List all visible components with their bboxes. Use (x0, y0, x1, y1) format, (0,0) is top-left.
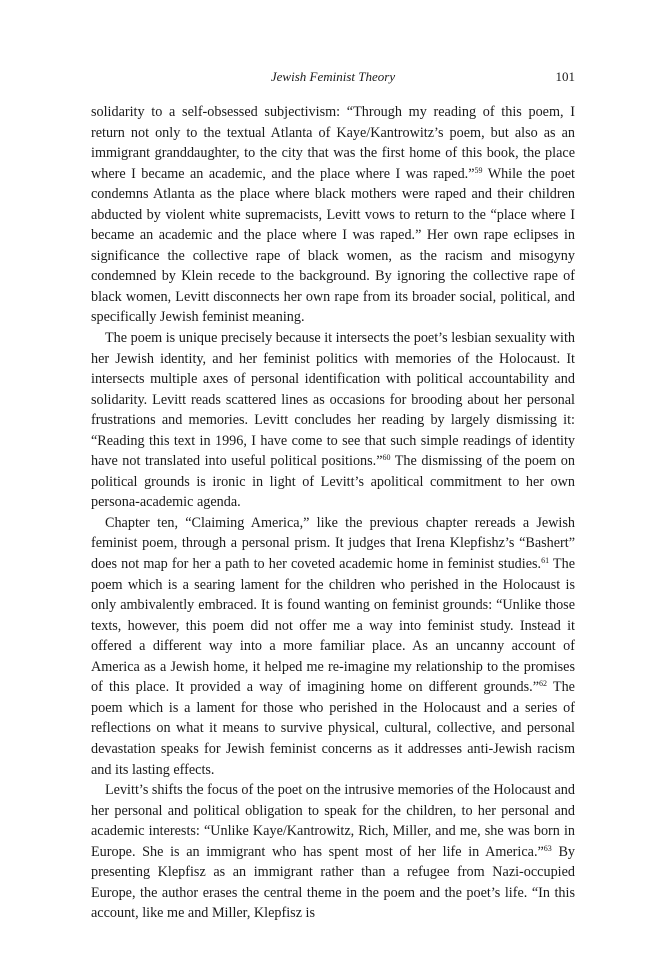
footnote-marker: 62 (539, 679, 548, 689)
body-paragraph (91, 513, 575, 780)
text-segment: The dismissing of the poem on political grounds is ironic in light of Levitt’s apolitical commitment to her own persona-academic agenda. (91, 453, 575, 511)
footnote-marker: 61 (541, 556, 550, 566)
book-page (91, 66, 575, 924)
body-paragraph (91, 328, 575, 513)
footnote-marker: 59 (474, 165, 483, 175)
text-segment: The poem is unique precisely because it intersects the poet’s lesbian sexuality with her Jewish identity, and her feminist politics with memories of the Holocaust. It intersects multiple axes of personal identification with political accountability and solidarity. Levitt reads scattered lines as occasions for brooding about her personal frustrations and memories. Levitt concludes her reading by largely dismissing it: “Reading this text in 1996, I have come to see that such simple readings of identity have not translated into useful political positions.” (91, 330, 575, 470)
body-paragraph (91, 780, 575, 924)
running-header (91, 66, 575, 88)
text-segment: solidarity to a self-obsessed subjectivism: “Through my reading of this poem, I return not only to the textual Atlanta of Kaye/Kantrowitz’s poem, but also as an immigrant granddaughter, to the city that was the first home of this book, the place where I became an academic, and the place where I was raped.” (91, 104, 575, 182)
footnote-marker: 63 (543, 843, 552, 853)
page-number: 101 (555, 69, 575, 84)
text-segment: Levitt’s shifts the focus of the poet on the intrusive memories of the Holocaust and her personal and political obligation to speak for the children, to her personal and academic interests: “Unlike Kaye/Kantrowitz, Rich, Miller, and me, she was born in Europe. She is an immigrant who has spent most of her life in America.” (91, 782, 575, 860)
running-title: Jewish Feminist Theory (270, 69, 396, 84)
text-segment: The poem which is a searing lament for the children who perished in the Holocaust is only ambivalently embraced. It is found wanting on feminist grounds: “Unlike those texts, however, this poem did not offer me a way into feminist study. Instead it offered a different way into a more familiar place. As an uncanny account of America as a Jewish home, it helped me re-imagine my relationship to the promises of this place. It provided a way of imagining home on different grounds.” (91, 556, 575, 696)
text-segment: Chapter ten, “Claiming America,” like the previous chapter rereads a Jewish feminist poem, through a personal prism. It judges that Irena Klepfishz’s “Bashert” does not map for her a path to her coveted academic home in feminist studies. (91, 514, 575, 573)
footnote-marker: 60 (382, 453, 391, 463)
body-paragraph (91, 102, 575, 328)
body-text (91, 102, 575, 924)
text-segment: The poem which is a lament for those who perished in the Holocaust and a series of reflections on what it means to survive physical, cultural, collective, and personal devastation speaks for Jewish feminist concerns as it addresses anti-Jewish racism and its lasting effects. (91, 679, 575, 778)
text-segment: While the poet condemns Atlanta as the place where black mothers were raped and their children abducted by violent white supremacists, Levitt vows to return to the “place where I became an academic and the place where I was raped.” Her own rape eclipses in significance the collective rape of black women, as the racism and misogyny condemned by Klein recede to the background. By ignoring the collective rape of black women, Levitt disconnects her own rape from its broader social, political, and specifically Jewish feminist meaning. (91, 165, 575, 326)
text-segment: By presenting Klepfisz as an immigrant rather than a refugee from Nazi-occupied Europe, the author erases the central theme in the poem and the poet’s life. “In this account, like me and Miller, Klepfisz is (91, 843, 575, 922)
